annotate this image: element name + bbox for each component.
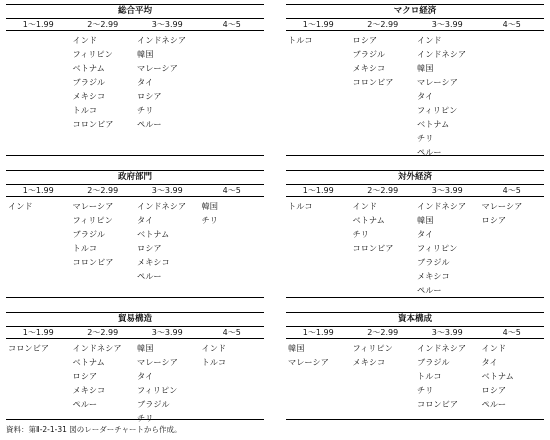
country-name: フィリピン bbox=[72, 215, 113, 225]
country-name: インド bbox=[8, 201, 33, 211]
country-name: トルコ bbox=[288, 35, 313, 45]
country-name: タイ bbox=[481, 357, 498, 367]
country-name: トルコ bbox=[201, 357, 227, 367]
country-column-2-2.99 bbox=[351, 199, 416, 297]
country-columns bbox=[286, 339, 544, 411]
country-name: フィリピン bbox=[72, 49, 113, 59]
country-column-1-1.99 bbox=[6, 199, 71, 283]
score-range-header-2-2.99: 2～2.99 bbox=[87, 186, 119, 195]
country-name: インドネシア bbox=[137, 201, 187, 211]
score-range-header-row bbox=[286, 18, 544, 31]
country-columns bbox=[286, 31, 544, 159]
country-name: トルコ bbox=[72, 243, 98, 253]
country-columns bbox=[6, 339, 264, 425]
score-range-header-4-5: 4～5 bbox=[222, 328, 241, 337]
country-column-2-2.99 bbox=[71, 33, 136, 131]
country-column-1-1.99 bbox=[6, 341, 71, 425]
country-name: インド bbox=[417, 35, 442, 45]
score-range-header-row bbox=[286, 184, 544, 197]
country-name: メキシコ bbox=[137, 257, 170, 267]
score-range-header-4-5: 4～5 bbox=[222, 20, 241, 29]
country-name: コロンビア bbox=[417, 399, 458, 409]
country-name: ベトナム bbox=[417, 119, 450, 129]
country-name: メキシコ bbox=[72, 91, 106, 101]
country-name: ベトナム bbox=[137, 229, 170, 239]
country-column-4-5 bbox=[480, 341, 545, 411]
country-name: トルコ bbox=[72, 105, 98, 115]
country-name: メキシコ bbox=[352, 357, 386, 367]
country-column-3-3.99 bbox=[135, 33, 200, 131]
country-column-4-5 bbox=[200, 199, 265, 283]
country-name: マレーシア bbox=[417, 77, 458, 87]
country-name: マレーシア bbox=[288, 357, 329, 367]
country-column-3-3.99 bbox=[415, 341, 480, 411]
country-column-4-5 bbox=[480, 199, 545, 297]
country-name: インドネシア bbox=[72, 343, 122, 353]
country-name: タイ bbox=[137, 371, 154, 381]
country-name: コロンビア bbox=[352, 243, 394, 253]
score-range-header-2-2.99: 2～2.99 bbox=[367, 328, 399, 337]
country-name: フィリピン bbox=[417, 105, 458, 115]
country-column-2-2.99 bbox=[351, 341, 416, 411]
score-range-header-3-3.99: 3～3.99 bbox=[431, 20, 463, 29]
country-name: ブラジル bbox=[72, 229, 106, 239]
score-range-header-1-1.99: 1～1.99 bbox=[302, 20, 334, 29]
country-name: 韓国 bbox=[288, 343, 305, 353]
country-name: ベトナム bbox=[72, 357, 105, 367]
country-name: ベトナム bbox=[352, 215, 385, 225]
country-name: タイ bbox=[417, 229, 434, 239]
country-name: チリ bbox=[352, 229, 369, 239]
country-name: ロシア bbox=[481, 215, 507, 225]
country-name: マレーシア bbox=[72, 201, 114, 211]
country-name: チリ bbox=[417, 385, 434, 395]
country-name: インド bbox=[352, 201, 378, 211]
country-name: ペルー bbox=[72, 399, 98, 409]
score-range-header-4-5: 4～5 bbox=[502, 20, 521, 29]
country-name: コロンビア bbox=[352, 77, 394, 87]
country-name: コロンビア bbox=[72, 257, 114, 267]
category-table bbox=[6, 170, 264, 298]
country-name: トルコ bbox=[288, 201, 313, 211]
country-name: 韓国 bbox=[137, 343, 154, 353]
country-columns bbox=[6, 31, 264, 131]
country-column-4-5 bbox=[200, 33, 265, 131]
country-name: インドネシア bbox=[417, 201, 467, 211]
country-column-4-5 bbox=[200, 341, 265, 425]
country-name: マレーシア bbox=[137, 357, 178, 367]
score-range-header-3-3.99: 3～3.99 bbox=[431, 328, 463, 337]
country-name: トルコ bbox=[417, 371, 442, 381]
score-range-header-row bbox=[6, 184, 264, 197]
category-title: マクロ経済 bbox=[393, 6, 437, 16]
score-range-header-2-2.99: 2～2.99 bbox=[367, 20, 399, 29]
country-name: ブラジル bbox=[417, 257, 450, 267]
country-column-2-2.99 bbox=[71, 341, 136, 425]
country-name: ベトナム bbox=[72, 63, 105, 73]
country-name: ペルー bbox=[417, 285, 442, 295]
score-range-header-row bbox=[6, 18, 264, 31]
category-table bbox=[6, 4, 264, 156]
country-name: ロシア bbox=[481, 385, 507, 395]
country-name: インドネシア bbox=[417, 49, 467, 59]
country-name: ロシア bbox=[137, 91, 162, 101]
score-range-header-row bbox=[6, 326, 264, 339]
country-name: 韓国 bbox=[137, 49, 154, 59]
country-name: マレーシア bbox=[481, 201, 523, 211]
score-range-header-3-3.99: 3～3.99 bbox=[151, 186, 183, 195]
category-title: 対外経済 bbox=[397, 172, 432, 182]
category-table bbox=[286, 312, 544, 420]
country-name: ロシア bbox=[137, 243, 162, 253]
country-name: ロシア bbox=[352, 35, 378, 45]
country-columns bbox=[6, 197, 264, 283]
score-range-header-3-3.99: 3～3.99 bbox=[151, 20, 183, 29]
score-range-header-4-5: 4～5 bbox=[222, 186, 241, 195]
score-range-header-2-2.99: 2～2.99 bbox=[87, 20, 119, 29]
country-name: ペルー bbox=[137, 119, 162, 129]
country-name: コロンビア bbox=[72, 119, 114, 129]
country-column-3-3.99 bbox=[415, 33, 480, 159]
score-range-header-row bbox=[286, 326, 544, 339]
country-column-2-2.99 bbox=[71, 199, 136, 283]
country-name: インドネシア bbox=[137, 35, 187, 45]
country-name: チリ bbox=[201, 215, 218, 225]
category-title: 資本構成 bbox=[397, 314, 432, 324]
category-title: 政府部門 bbox=[117, 172, 152, 182]
country-column-3-3.99 bbox=[135, 199, 200, 283]
category-title: 貿易構造 bbox=[117, 314, 152, 324]
country-name: メキシコ bbox=[417, 271, 450, 281]
country-name: インド bbox=[201, 343, 227, 353]
country-name: 韓国 bbox=[417, 63, 434, 73]
country-name: チリ bbox=[137, 413, 154, 423]
country-name: インド bbox=[72, 35, 98, 45]
country-name: ブラジル bbox=[417, 357, 450, 367]
country-name: メキシコ bbox=[72, 385, 106, 395]
category-table bbox=[286, 4, 544, 156]
score-range-header-1-1.99: 1～1.99 bbox=[22, 20, 54, 29]
source-note: 資料：第Ⅱ-2-1-31 図のレーダーチャートから作成。 bbox=[6, 425, 182, 434]
score-range-header-2-2.99: 2～2.99 bbox=[87, 328, 119, 337]
country-column-2-2.99 bbox=[351, 33, 416, 159]
country-name: タイ bbox=[417, 91, 434, 101]
country-name: チリ bbox=[417, 133, 434, 143]
country-column-1-1.99 bbox=[286, 33, 351, 159]
country-column-1-1.99 bbox=[286, 199, 351, 297]
score-range-header-3-3.99: 3～3.99 bbox=[431, 186, 463, 195]
score-range-header-2-2.99: 2～2.99 bbox=[367, 186, 399, 195]
country-name: インド bbox=[481, 343, 507, 353]
score-range-header-1-1.99: 1～1.99 bbox=[302, 328, 334, 337]
country-name: ペルー bbox=[417, 147, 442, 157]
country-name: メキシコ bbox=[352, 63, 386, 73]
country-name: ペルー bbox=[137, 271, 162, 281]
country-column-1-1.99 bbox=[286, 341, 351, 411]
country-name: フィリピン bbox=[352, 343, 393, 353]
country-name: フィリピン bbox=[417, 243, 458, 253]
category-table bbox=[6, 312, 264, 423]
country-column-3-3.99 bbox=[415, 199, 480, 297]
country-name: フィリピン bbox=[137, 385, 178, 395]
country-name: インドネシア bbox=[417, 343, 467, 353]
score-range-header-1-1.99: 1～1.99 bbox=[22, 186, 54, 195]
country-name: ペルー bbox=[481, 399, 507, 409]
country-name: ブラジル bbox=[137, 399, 170, 409]
country-name: ブラジル bbox=[72, 77, 106, 87]
category-table bbox=[286, 170, 544, 298]
score-range-header-4-5: 4～5 bbox=[502, 328, 521, 337]
country-name: コロンビア bbox=[8, 343, 49, 353]
country-name: ブラジル bbox=[352, 49, 386, 59]
country-columns bbox=[286, 197, 544, 297]
country-name: ベトナム bbox=[481, 371, 514, 381]
score-range-header-1-1.99: 1～1.99 bbox=[22, 328, 54, 337]
country-column-4-5 bbox=[480, 33, 545, 159]
category-title: 総合平均 bbox=[117, 6, 152, 16]
country-column-1-1.99 bbox=[6, 33, 71, 131]
country-name: 韓国 bbox=[201, 201, 218, 211]
score-range-header-3-3.99: 3～3.99 bbox=[151, 328, 183, 337]
country-name: ロシア bbox=[72, 371, 98, 381]
country-name: マレーシア bbox=[137, 63, 178, 73]
country-name: 韓国 bbox=[417, 215, 434, 225]
score-range-header-4-5: 4～5 bbox=[502, 186, 521, 195]
country-column-3-3.99 bbox=[135, 341, 200, 425]
score-range-header-1-1.99: 1～1.99 bbox=[302, 186, 334, 195]
country-name: タイ bbox=[137, 77, 154, 87]
country-name: チリ bbox=[137, 105, 154, 115]
country-name: タイ bbox=[137, 215, 154, 225]
